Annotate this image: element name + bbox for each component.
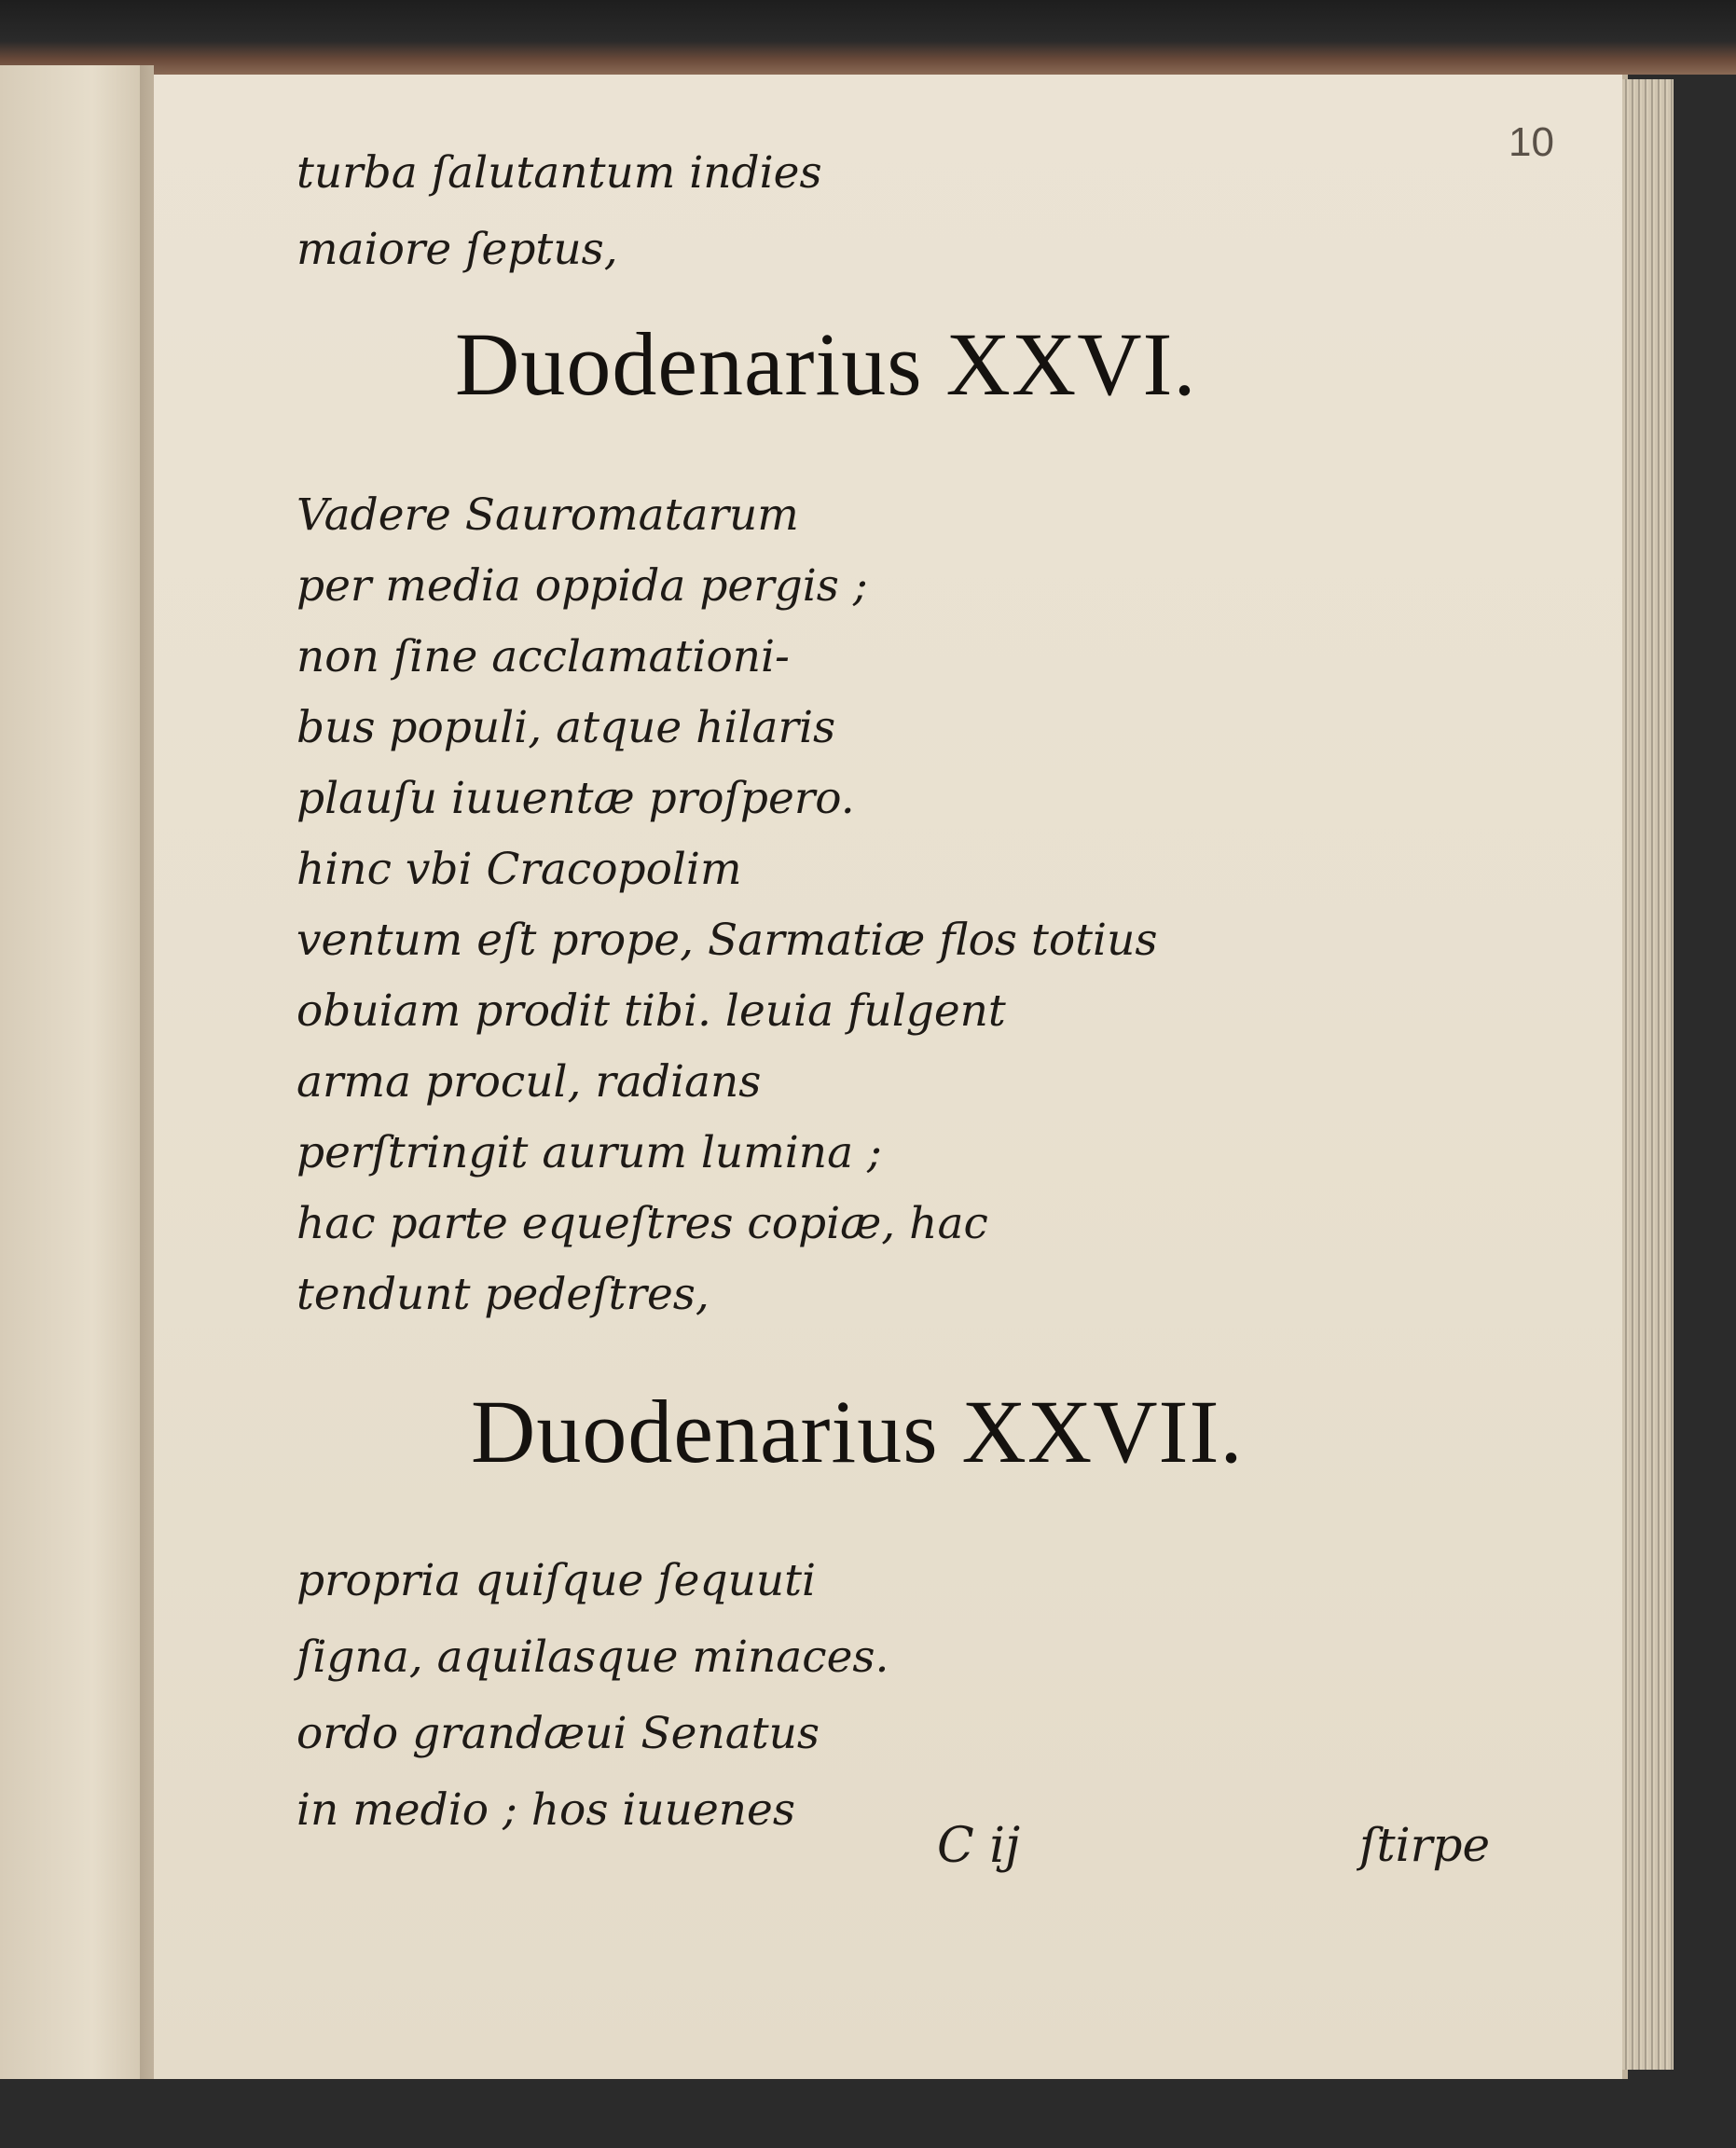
section-heading: Duodenarius XXVII. xyxy=(471,1382,1244,1481)
text-line: tendunt pedeſtres, xyxy=(296,1269,710,1320)
text-line: in medio ; hos iuuenes xyxy=(296,1784,795,1836)
text-line: ordo grandæui Senatus xyxy=(296,1708,820,1759)
text-line: perſtringit aurum lumina ; xyxy=(296,1127,882,1178)
text-line: ſigna, aquilasque minaces. xyxy=(296,1632,889,1683)
section-text xyxy=(296,1543,1322,1849)
text-line: maiore ſeptus, xyxy=(296,224,618,275)
book-binding-top xyxy=(0,0,1736,75)
text-line: arma procul, radians xyxy=(296,1056,762,1108)
signature-mark: C ij xyxy=(937,1818,1021,1874)
catchword: ſtirpe xyxy=(1359,1818,1491,1872)
text-line: Vadere Sauromatarum xyxy=(296,489,799,541)
scan-background xyxy=(0,2079,1736,2148)
opening-lines xyxy=(296,135,1322,288)
text-line: per media oppida pergis ; xyxy=(296,560,868,612)
section-text xyxy=(296,480,1322,1330)
text-line: ventum eſt prope, Sarmatiæ flos totius xyxy=(296,915,1158,966)
text-line: obuiam prodit tibi. leuia fulgent xyxy=(296,985,1006,1037)
facing-page-left xyxy=(0,65,154,2148)
folio-number: 10 xyxy=(1509,119,1554,165)
text-line: turba ſalutantum indies xyxy=(296,147,822,199)
text-line: plauſu iuuentæ proſpero. xyxy=(296,773,855,824)
page-fore-edge xyxy=(1622,79,1674,2070)
section-heading: Duodenarius XXVI. xyxy=(455,314,1197,414)
text-line: non ſine acclamationi- xyxy=(296,631,790,682)
text-line: propria quiſque ſequuti xyxy=(296,1555,817,1606)
text-line: hinc vbi Cracopolim xyxy=(296,844,742,895)
text-line: hac parte equeſtres copiæ, hac xyxy=(296,1198,988,1249)
text-line: bus populi, atque hilaris xyxy=(296,702,836,753)
